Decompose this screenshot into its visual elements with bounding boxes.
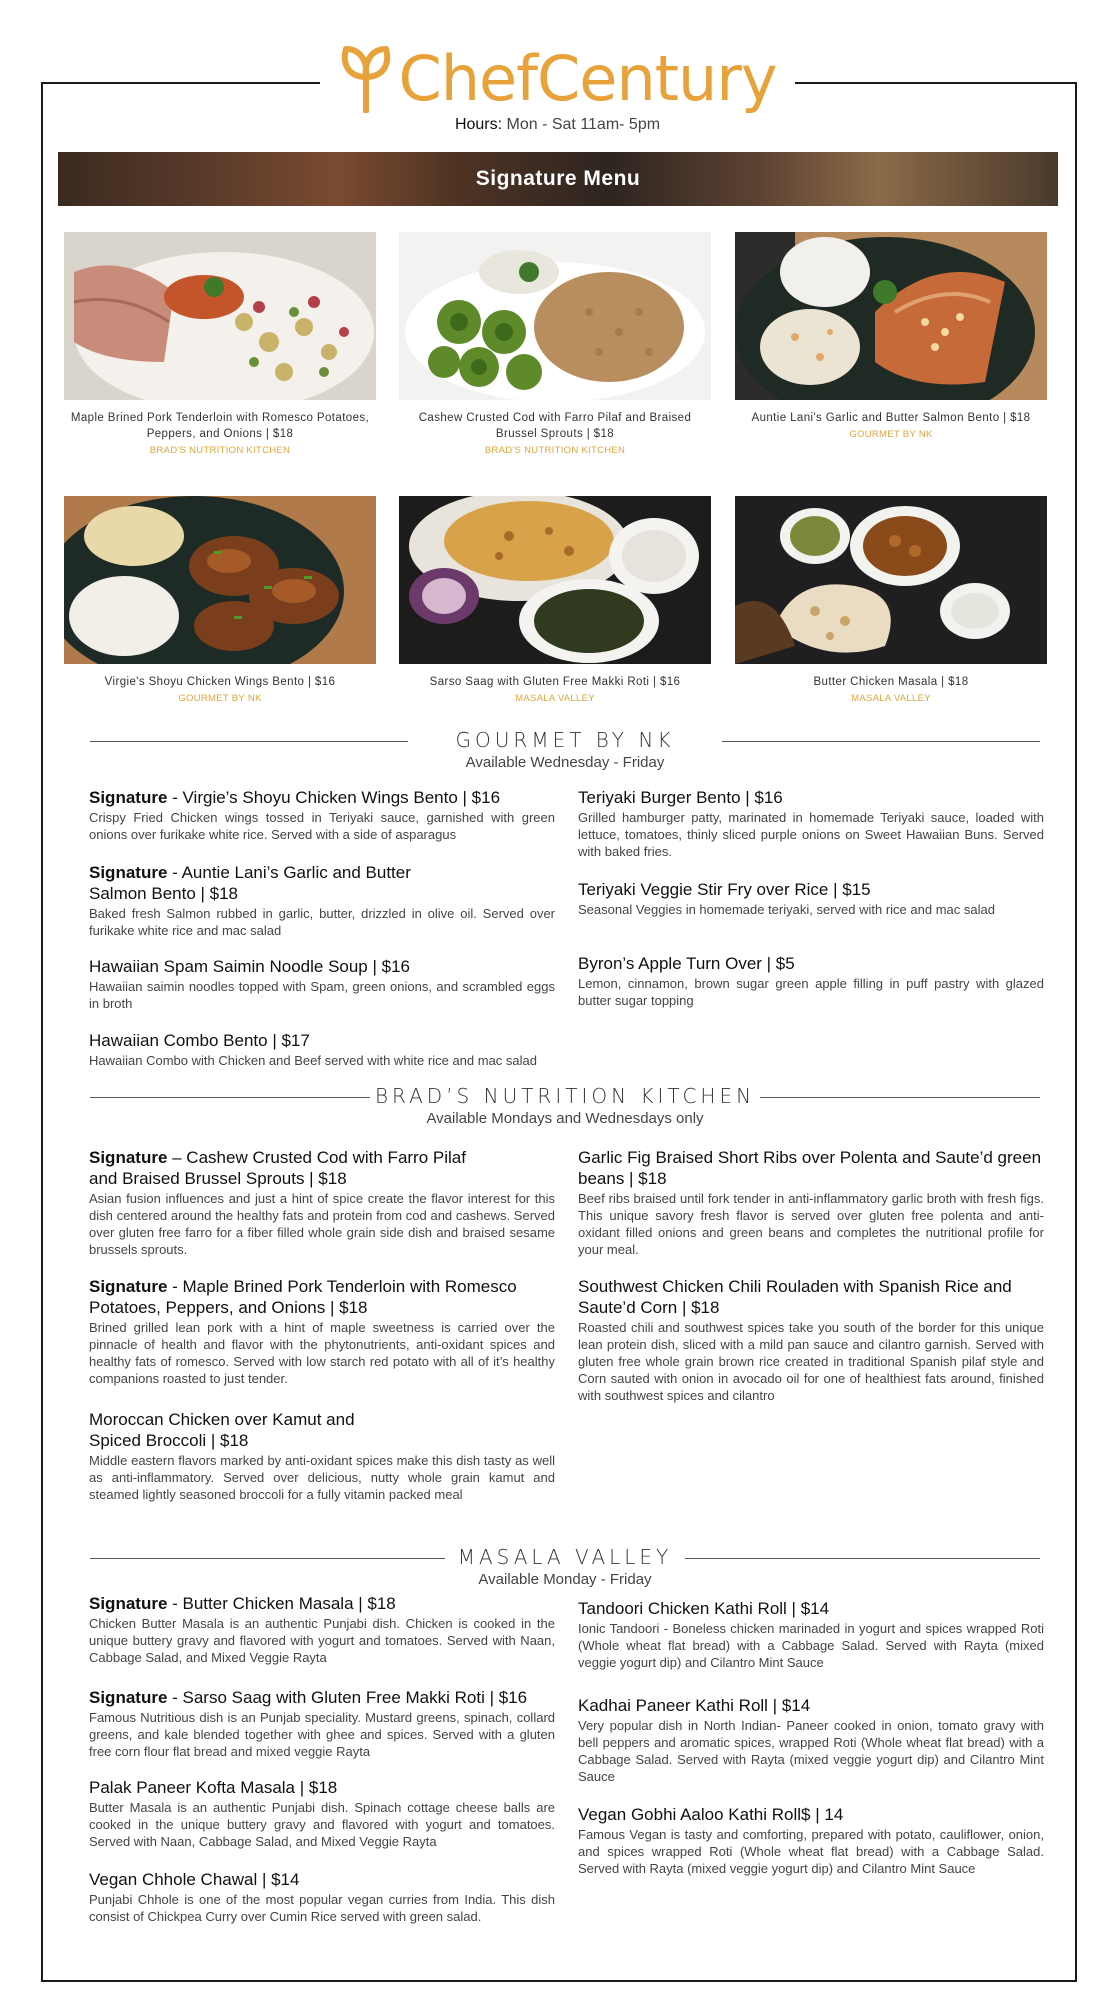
butter-chicken-photo xyxy=(735,496,1047,664)
featured-card[interactable] xyxy=(64,496,376,704)
menu-item xyxy=(578,1804,1044,1877)
item-description: Baked fresh Salmon rubbed in garlic, butter, drizzled in olive oil. Served over furikake white rice and mac salad xyxy=(89,906,555,938)
item-description: Asian fusion influences and just a hint of spice create the flavor interest for this dish centered around the healthy fats and protein from cod and cashews. Served over gluten free farro for a fiber filled whole grain side dish and braised sesame brussels sprouts. xyxy=(89,1191,555,1257)
featured-card[interactable] xyxy=(64,232,376,456)
item-name: Signature - Butter Chicken Masala | $18 xyxy=(89,1594,396,1613)
item-name: Kadhai Paneer Kathi Roll | $14 xyxy=(578,1696,811,1715)
menu-item xyxy=(578,1147,1044,1258)
item-description: Seasonal Veggies in homemade teriyaki, served with rice and mac salad xyxy=(578,902,995,917)
signature-label: Signature xyxy=(89,863,168,882)
section-header-brad xyxy=(90,1084,1040,1127)
divider xyxy=(90,1097,370,1098)
divider xyxy=(722,741,1040,742)
sarso-saag-photo xyxy=(399,496,711,664)
item-name: Signature – Cashew Crusted Cod with Farro Pilaf and Braised Brussel Sprouts | $18 xyxy=(89,1148,466,1188)
menu-item xyxy=(89,787,555,843)
pork-tenderloin-photo xyxy=(64,232,376,400)
item-description: Grilled hamburger patty, marinated in homemade Teriyaki sauce, loaded with lettuce, tomatoes, thinly sliced purple onions on Sweet Hawaiian Buns. Served with baked fries. xyxy=(578,810,1044,859)
item-description: Lemon, cinnamon, brown sugar green apple filling in puff pastry with glazed butter sugar topping xyxy=(578,976,1044,1008)
item-description: Middle eastern flavors marked by anti-oxidant spices make this dish tasty as well as anti-inflammatory. Served over delicious, nutty whole grain kamut and steamed lightly seasoned broccoli for a fully vitamin packed meal xyxy=(89,1453,555,1502)
featured-kitchen: MASALA VALLEY xyxy=(851,693,931,704)
salmon-bento-photo xyxy=(735,232,1047,400)
menu-item xyxy=(578,879,1044,918)
section-availability: Available Monday - Friday xyxy=(478,1571,652,1588)
item-name: Southwest Chicken Chili Rouladen with Spanish Rice and Saute’d Corn | $18 xyxy=(578,1277,1012,1317)
item-description: Beef ribs braised until fork tender in anti-inflammatory garlic broth with fresh figs. This unique savory fresh flavor is served over gluten free polenta and anti-oxidant filled onions and green beans and completes the nutritional profile for your meal. xyxy=(578,1191,1044,1257)
featured-card[interactable] xyxy=(735,232,1047,440)
menu-item xyxy=(89,862,555,939)
featured-caption: Auntie Lani's Garlic and Butter Salmon Bento | $18 xyxy=(751,412,1031,424)
item-name: Signature - Virgie’s Shoyu Chicken Wings Bento | $16 xyxy=(89,788,501,807)
item-name: Teriyaki Veggie Stir Fry over Rice | $15 xyxy=(578,880,871,899)
menu-item xyxy=(578,1598,1044,1671)
banner-title: Signature Menu xyxy=(475,167,641,190)
menu-item xyxy=(89,1869,555,1925)
chicken-wings-photo xyxy=(64,496,376,664)
sprout-logo-icon xyxy=(338,43,394,113)
item-description: Famous Vegan is tasty and comforting, prepared with potato, cauliflower, onion, and spices wrapped Roti (Whole wheat flat bread) with a Cabbage Salad. Served with Rayta (mixed veggie yogurt dip) and Cilantro Mint Sauce xyxy=(578,1827,1044,1876)
featured-kitchen: MASALA VALLEY xyxy=(515,693,595,704)
divider xyxy=(90,741,408,742)
featured-kitchen: BRAD'S NUTRITION KITCHEN xyxy=(149,445,291,456)
item-name: Tandoori Chicken Kathi Roll | $14 xyxy=(578,1599,830,1618)
item-name: Teriyaki Burger Bento | $16 xyxy=(578,788,783,807)
menu-item xyxy=(89,1276,555,1387)
hours-label: Hours: xyxy=(454,116,503,133)
section-header-nk xyxy=(90,728,1040,771)
featured-caption: Virgie's Shoyu Chicken Wings Bento | $16 xyxy=(104,676,336,688)
logo xyxy=(0,38,1115,118)
item-description: Hawaiian Combo with Chicken and Beef served with white rice and mac salad xyxy=(89,1053,537,1068)
brand-name: ChefCentury xyxy=(398,41,777,115)
item-name: Garlic Fig Braised Short Ribs over Polenta and Saute’d green beans | $18 xyxy=(578,1148,1042,1188)
divider xyxy=(90,1558,445,1559)
menu-item xyxy=(89,1687,555,1760)
section-title: GOURMET BY NK xyxy=(455,728,675,752)
item-description: Chicken Butter Masala is an authentic Punjabi dish. Chicken is cooked in the unique buttery gravy and flavored with yogurt and tomatoes. Served with Naan, Cabbage Salad, and Mixed Veggie Rayta xyxy=(89,1616,555,1665)
signature-label: Signature xyxy=(89,1688,168,1707)
featured-caption: Sarso Saag with Gluten Free Makki Roti | $16 xyxy=(429,676,681,688)
menu-item xyxy=(89,1593,555,1666)
menu-item xyxy=(89,1030,555,1069)
divider xyxy=(685,1558,1040,1559)
hours-line xyxy=(0,116,1115,134)
item-name: Hawaiian Combo Bento | $17 xyxy=(89,1031,310,1050)
item-name: Signature - Auntie Lani’s Garlic and Butter Salmon Bento | $18 xyxy=(89,863,411,903)
featured-caption: Maple Brined Pork Tenderloin with Romesco Potatoes, Peppers, and Onions | $18 xyxy=(70,412,370,440)
featured-card[interactable] xyxy=(399,496,711,704)
item-name: Moroccan Chicken over Kamut and Spiced Broccoli | $18 xyxy=(89,1410,355,1450)
item-description: Butter Masala is an authentic Punjabi dish. Spinach cottage cheese balls are cooked in the unique buttery gravy and flavored with yogurt and tomatoes. Served with Naan, Cabbage Salad, and Mixed Veggie Rayta xyxy=(89,1800,555,1849)
featured-card[interactable] xyxy=(735,496,1047,704)
item-name: Vegan Chhole Chawal | $14 xyxy=(89,1870,300,1889)
hours-value: Mon - Sat 11am- 5pm xyxy=(506,116,661,133)
item-description: Roasted chili and southwest spices take you south of the border for this unique lean protein dish, sliced with a mild pan sauce and cilantro garnish. Served with gluten free whole grain brown rice created in traditional Spanish pilaf style and Corn sauted with onion in avocado oil for one of healthiest fats around, finished with southwest spices and cilantro xyxy=(578,1320,1044,1403)
item-description: Brined grilled lean pork with a hint of maple sweetness is carried over the pinnacle of health and flavor with the phytonutrients, anti-oxidant spices and healthy fats of romesco. Served with low starch red potato with all of it’s healthy companions roasted to just tender. xyxy=(89,1320,555,1386)
section-availability: Available Wednesday - Friday xyxy=(465,754,665,771)
item-name: Byron’s Apple Turn Over | $5 xyxy=(578,954,795,973)
menu-item xyxy=(89,1409,555,1503)
featured-caption: Cashew Crusted Cod with Farro Pilaf and Braised Brussel Sprouts | $18 xyxy=(418,412,692,440)
signature-label: Signature xyxy=(89,788,168,807)
signature-label: Signature xyxy=(89,1148,168,1167)
section-header-masala xyxy=(90,1545,1040,1588)
item-description: Very popular dish in North Indian- Paneer cooked in onion, tomato gravy with bell peppers and aromatic spices, wrapped Roti (Whole wheat flat bread) with a Cabbage Salad. Served with Rayta (mixed veggie yogurt dip) and Cilantro Mint Sauce xyxy=(578,1718,1044,1784)
menu-item xyxy=(89,956,555,1012)
item-name: Hawaiian Spam Saimin Noodle Soup | $16 xyxy=(89,957,410,976)
item-name: Vegan Gobhi Aaloo Kathi Roll$ | 14 xyxy=(578,1805,844,1824)
section-title: BRAD’S NUTRITION KITCHEN xyxy=(374,1084,756,1108)
item-name: Signature - Maple Brined Pork Tenderloin with Romesco Potatoes, Peppers, and Onions | $18 xyxy=(89,1277,517,1317)
signature-banner xyxy=(58,152,1058,206)
item-description: Ionic Tandoori - Boneless chicken marinaded in yogurt and spices wrapped Roti (Whole wheat flat bread) with a Cabbage Salad. Served with Rayta (mixed veggie yogurt dip) and Cilantro Mint Sauce xyxy=(578,1621,1044,1670)
menu-item xyxy=(89,1777,555,1850)
divider xyxy=(760,1097,1040,1098)
cashew-cod-photo xyxy=(399,232,711,400)
featured-kitchen: GOURMET BY NK xyxy=(849,429,933,440)
featured-kitchen: BRAD'S NUTRITION KITCHEN xyxy=(484,445,626,456)
section-title: MASALA VALLEY xyxy=(457,1545,673,1569)
featured-caption: Butter Chicken Masala | $18 xyxy=(813,676,969,688)
item-name: Palak Paneer Kofta Masala | $18 xyxy=(89,1778,338,1797)
signature-label: Signature xyxy=(89,1594,168,1613)
item-name: Signature - Sarso Saag with Gluten Free Makki Roti | $16 xyxy=(89,1688,528,1707)
menu-item xyxy=(578,787,1044,860)
section-availability: Available Mondays and Wednesdays only xyxy=(426,1110,704,1127)
featured-card[interactable] xyxy=(399,232,711,456)
signature-label: Signature xyxy=(89,1277,168,1296)
item-description: Crispy Fried Chicken wings tossed in Teriyaki sauce, garnished with green onions over furikake white rice. Served with a side of asparagus xyxy=(89,810,555,842)
menu-item xyxy=(89,1147,555,1258)
item-description: Famous Nutritious dish is an Punjab speciality. Mustard greens, spinach, collard greens, and kale blended together with ghee and spices. Served with a gluten free corn flour flat bread and mixed veggie Rayta xyxy=(89,1710,555,1759)
menu-item xyxy=(578,1276,1044,1404)
item-description: Punjabi Chhole is one of the most popular vegan curries from India. This dish consist of Chickpea Curry over Cumin Rice served with green salad. xyxy=(89,1892,555,1924)
menu-item xyxy=(578,953,1044,1009)
item-description: Hawaiian saimin noodles topped with Spam, green onions, and scrambled eggs in broth xyxy=(89,979,555,1011)
menu-item xyxy=(578,1695,1044,1785)
featured-kitchen: GOURMET BY NK xyxy=(178,693,262,704)
